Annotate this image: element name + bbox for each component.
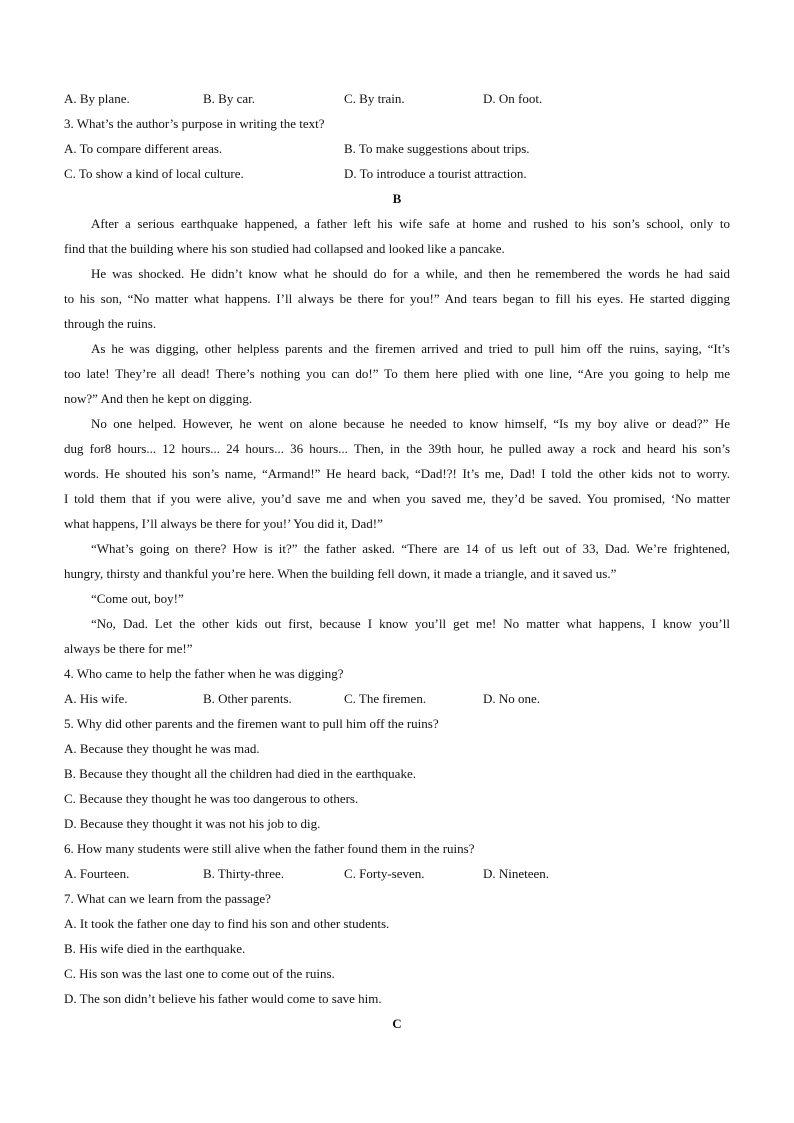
- passage-line: through the ruins.: [64, 316, 157, 331]
- passage-line: After a serious earthquake happened, a father left his wife safe at home and rushed to his son’s school, only to: [91, 216, 730, 231]
- passage-line: I told them that if you were alive, you’d save me and when you saved me, they’d be saved. You promised, ‘No matter: [64, 491, 730, 506]
- q6-option-a: A. Fourteen.: [64, 866, 130, 881]
- q6-option-c: C. Forty-seven.: [344, 866, 425, 881]
- q2-option-c: C. By train.: [344, 91, 405, 106]
- passage-line: now?” And then he kept on digging.: [64, 391, 253, 406]
- q7-option-a: A. It took the father one day to find his son and other students.: [64, 916, 390, 931]
- q3-stem: 3. What’s the author’s purpose in writing the text?: [64, 116, 325, 131]
- passage-line: too late! They’re all dead! There’s nothing you can do!” To them here plied with one line, “Are you going to help me: [64, 366, 730, 381]
- q7-stem: 7. What can we learn from the passage?: [64, 891, 271, 906]
- q6-option-d: D. Nineteen.: [483, 866, 550, 881]
- q6-stem: 6. How many students were still alive when the father found them in the ruins?: [64, 841, 475, 856]
- passage-line: hungry, thirsty and thankful you’re here. When the building fell down, it made a triangle, and it saved us.”: [64, 566, 617, 581]
- q4-option-d: D. No one.: [483, 691, 541, 706]
- q7-option-c: C. His son was the last one to come out of the ruins.: [64, 966, 335, 981]
- q7-option-d: D. The son didn’t believe his father would come to save him.: [64, 991, 382, 1006]
- q2-option-d: D. On foot.: [483, 91, 543, 106]
- q5-stem: 5. Why did other parents and the firemen want to pull him off the ruins?: [64, 716, 439, 731]
- passage-line: No one helped. However, he went on alone because he needed to know himself, “Is my boy alive or dead?” He: [91, 416, 730, 431]
- passage-line: He was shocked. He didn’t know what he should do for a while, and then he remembered the words he had said: [91, 266, 730, 281]
- passage-line: words. He shouted his son’s name, “Armand!” He heard back, “Dad!?! It’s me, Dad! I told the other kids not to worry.: [64, 466, 730, 481]
- q3-option-a: A. To compare different areas.: [64, 141, 223, 156]
- q3-option-c: C. To show a kind of local culture.: [64, 166, 244, 181]
- q4-stem: 4. Who came to help the father when he was digging?: [64, 666, 344, 681]
- q6-option-b: B. Thirty-three.: [203, 866, 284, 881]
- q2-option-a: A. By plane.: [64, 91, 130, 106]
- q5-option-c: C. Because they thought he was too dangerous to others.: [64, 791, 359, 806]
- passage-line: dug for8 hours... 12 hours... 24 hours... 36 hours... Then, in the 39th hour, he pulled away a rock and heard his son’s: [64, 441, 730, 456]
- q5-option-a: A. Because they thought he was mad.: [64, 741, 260, 756]
- passage-line: “What’s going on there? How is it?” the father asked. “There are 14 of us left out of 33, Dad. We’re frightened,: [91, 541, 730, 556]
- q7-option-b: B. His wife died in the earthquake.: [64, 941, 246, 956]
- section-c-heading: C: [392, 1016, 402, 1031]
- q3-option-b: B. To make suggestions about trips.: [344, 141, 530, 156]
- passage-line: always be there for me!”: [64, 641, 193, 656]
- q3-option-d: D. To introduce a tourist attraction.: [344, 166, 527, 181]
- passage-line: “Come out, boy!”: [91, 591, 184, 606]
- q4-option-a: A. His wife.: [64, 691, 128, 706]
- q5-option-b: B. Because they thought all the children had died in the earthquake.: [64, 766, 416, 781]
- passage-line: “No, Dad. Let the other kids out first, because I know you’ll get me! No matter what happens, I know you’ll: [91, 616, 730, 631]
- passage-line: As he was digging, other helpless parents and the firemen arrived and tried to pull him off the ruins, saying, “It’s: [91, 341, 730, 356]
- q4-option-b: B. Other parents.: [203, 691, 292, 706]
- q2-option-b: B. By car.: [203, 91, 255, 106]
- passage-line: find that the building where his son studied had collapsed and looked like a pancake.: [64, 241, 505, 256]
- section-b-heading: B: [392, 191, 402, 206]
- q5-option-d: D. Because they thought it was not his job to dig.: [64, 816, 321, 831]
- q4-option-c: C. The firemen.: [344, 691, 427, 706]
- passage-line: what happens, I’ll always be there for you!’ You did it, Dad!”: [64, 516, 383, 531]
- passage-line: to his son, “No matter what happens. I’ll always be there for you!” And tears began to fill his eyes. He started digging: [64, 291, 730, 306]
